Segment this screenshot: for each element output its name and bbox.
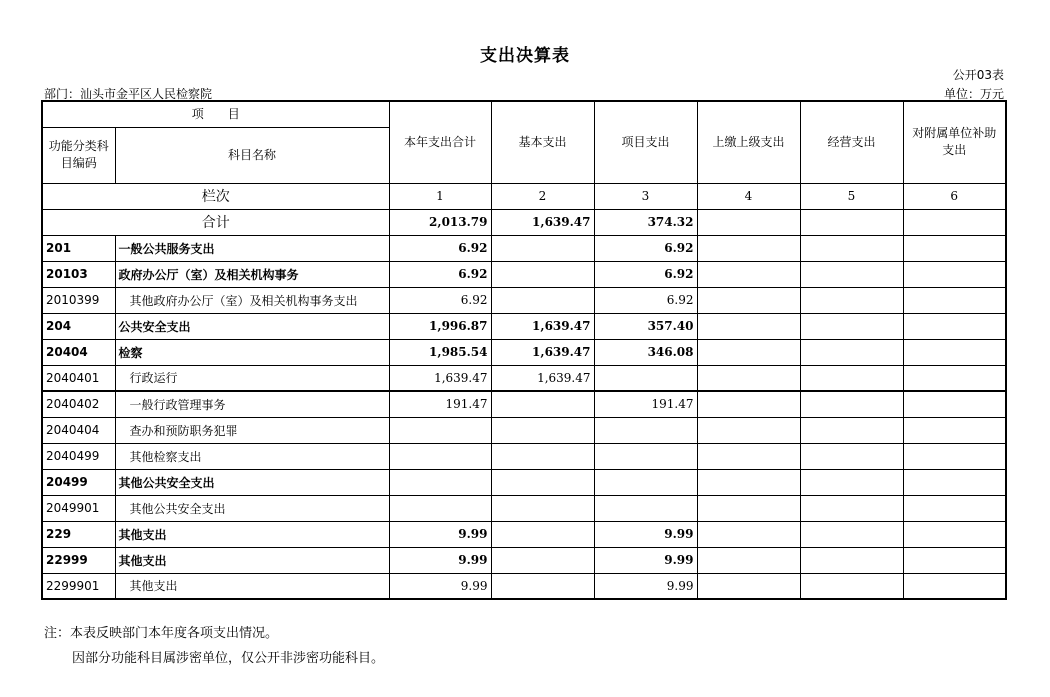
row-label: 栏次 [42, 183, 389, 209]
row-subject-name: 公共安全支出 [115, 313, 389, 339]
row-business [800, 521, 903, 547]
col-upper-header: 上缴上级支出 [697, 101, 800, 183]
row-basic [491, 521, 594, 547]
row-business [800, 313, 903, 339]
table-row [42, 547, 1006, 573]
row-subsidy [903, 469, 1006, 495]
row-code: 2299901 [42, 573, 115, 599]
row-basic [491, 495, 594, 521]
form-code: 公开03表 [952, 68, 1004, 82]
col-project-header: 项目支出 [594, 101, 697, 183]
row-business [800, 391, 903, 417]
row-total: 1,639.47 [389, 365, 491, 391]
row-subject-name: 其他政府办公厅（室）及相关机构事务支出 [115, 287, 389, 313]
row-total [389, 495, 491, 521]
row-code: 201 [42, 235, 115, 261]
table-row [42, 573, 1006, 599]
row-project: 9.99 [594, 573, 697, 599]
empty-cell [800, 209, 903, 235]
row-code: 2049901 [42, 495, 115, 521]
row-subject-name: 其他支出 [115, 573, 389, 599]
row-business [800, 547, 903, 573]
department-label: 部门：汕头市金平区人民检察院 [44, 87, 213, 101]
row-total: 9.99 [389, 547, 491, 573]
empty-cell [903, 209, 1006, 235]
row-upper [697, 495, 800, 521]
row-business [800, 287, 903, 313]
row-business [800, 339, 903, 365]
column-number-row [42, 183, 1006, 209]
row-subject-name: 查办和预防职务犯罪 [115, 417, 389, 443]
table-row [42, 391, 1006, 417]
row-business [800, 573, 903, 599]
row-business [800, 365, 903, 391]
table-row [42, 443, 1006, 469]
row-total [389, 417, 491, 443]
row-upper [697, 365, 800, 391]
row-business [800, 235, 903, 261]
row-basic: 1,639.47 [491, 365, 594, 391]
table-row [42, 313, 1006, 339]
col-total-header: 本年支出合计 [389, 101, 491, 183]
row-subject-name: 政府办公厅（室）及相关机构事务 [115, 261, 389, 287]
row-basic [491, 443, 594, 469]
row-basic [491, 469, 594, 495]
row-subsidy [903, 521, 1006, 547]
row-project: 9.99 [594, 547, 697, 573]
row-upper [697, 469, 800, 495]
row-project [594, 365, 697, 391]
row-subsidy [903, 547, 1006, 573]
row-project: 9.99 [594, 521, 697, 547]
row-upper [697, 547, 800, 573]
row-business [800, 495, 903, 521]
total-basic: 1,639.47 [491, 209, 594, 235]
row-project: 6.92 [594, 261, 697, 287]
row-upper [697, 521, 800, 547]
table-row [42, 261, 1006, 287]
col-number: 4 [697, 183, 800, 209]
row-business [800, 417, 903, 443]
row-total [389, 443, 491, 469]
row-subject-name: 其他支出 [115, 547, 389, 573]
row-project [594, 443, 697, 469]
row-total: 6.92 [389, 235, 491, 261]
col-number: 2 [491, 183, 594, 209]
col-number: 5 [800, 183, 903, 209]
row-basic [491, 547, 594, 573]
row-subject-name: 其他公共安全支出 [115, 495, 389, 521]
expenditure-table [41, 100, 1007, 600]
row-project [594, 495, 697, 521]
row-subsidy [903, 313, 1006, 339]
row-subsidy [903, 261, 1006, 287]
row-total: 9.99 [389, 521, 491, 547]
row-basic [491, 417, 594, 443]
row-total [389, 469, 491, 495]
row-subsidy [903, 417, 1006, 443]
col-number: 6 [903, 183, 1006, 209]
row-code: 22999 [42, 547, 115, 573]
row-basic [491, 391, 594, 417]
row-code: 2040499 [42, 443, 115, 469]
row-code: 20499 [42, 469, 115, 495]
func-code-header: 功能分类科目编码 [42, 127, 115, 183]
row-project: 6.92 [594, 235, 697, 261]
row-upper [697, 573, 800, 599]
row-upper [697, 417, 800, 443]
row-code: 20103 [42, 261, 115, 287]
item-header: 项 目 [42, 101, 389, 127]
row-subject-name: 其他检察支出 [115, 443, 389, 469]
table-row [42, 287, 1006, 313]
row-total: 1,996.87 [389, 313, 491, 339]
row-basic [491, 235, 594, 261]
total-project: 374.32 [594, 209, 697, 235]
row-upper [697, 391, 800, 417]
row-subject-name: 一般公共服务支出 [115, 235, 389, 261]
row-subsidy [903, 391, 1006, 417]
subject-name-header: 科目名称 [115, 127, 389, 183]
row-code: 2010399 [42, 287, 115, 313]
row-subject-name: 检察 [115, 339, 389, 365]
row-subsidy [903, 287, 1006, 313]
row-business [800, 469, 903, 495]
table-row [42, 235, 1006, 261]
row-project: 191.47 [594, 391, 697, 417]
row-project [594, 469, 697, 495]
col-business-header: 经营支出 [800, 101, 903, 183]
row-subsidy [903, 339, 1006, 365]
empty-cell [697, 209, 800, 235]
row-business [800, 443, 903, 469]
row-total: 1,985.54 [389, 339, 491, 365]
col-number: 3 [594, 183, 697, 209]
row-project [594, 417, 697, 443]
row-total: 9.99 [389, 573, 491, 599]
row-basic: 1,639.47 [491, 313, 594, 339]
table-row [42, 469, 1006, 495]
row-code: 2040401 [42, 365, 115, 391]
note-line-2: 因部分功能科目属涉密单位，仅公开非涉密功能科目。 [72, 651, 385, 666]
unit-label: 单位：万元 [943, 87, 1004, 101]
row-basic [491, 573, 594, 599]
row-subsidy [903, 495, 1006, 521]
row-upper [697, 287, 800, 313]
row-total: 6.92 [389, 261, 491, 287]
row-code: 2040402 [42, 391, 115, 417]
row-basic [491, 261, 594, 287]
table-row [42, 417, 1006, 443]
row-project: 346.08 [594, 339, 697, 365]
row-project: 6.92 [594, 287, 697, 313]
col-subsidy-header: 对附属单位补助支出 [903, 101, 1006, 183]
row-basic: 1,639.47 [491, 339, 594, 365]
row-project: 357.40 [594, 313, 697, 339]
page-title: 支出决算表 [480, 46, 570, 66]
table-row [42, 365, 1006, 391]
row-code: 204 [42, 313, 115, 339]
row-subject-name: 其他支出 [115, 521, 389, 547]
col-basic-header: 基本支出 [491, 101, 594, 183]
row-code: 229 [42, 521, 115, 547]
row-upper [697, 443, 800, 469]
col-number: 1 [389, 183, 491, 209]
row-upper [697, 339, 800, 365]
table-row [42, 495, 1006, 521]
row-total: 6.92 [389, 287, 491, 313]
row-subject-name: 行政运行 [115, 365, 389, 391]
row-basic [491, 287, 594, 313]
row-business [800, 261, 903, 287]
table-row [42, 339, 1006, 365]
row-total: 191.47 [389, 391, 491, 417]
note-line-1: 注：本表反映部门本年度各项支出情况。 [44, 626, 279, 641]
row-upper [697, 235, 800, 261]
row-subsidy [903, 573, 1006, 599]
row-subsidy [903, 365, 1006, 391]
total-row [42, 209, 1006, 235]
row-upper [697, 261, 800, 287]
row-subject-name: 一般行政管理事务 [115, 391, 389, 417]
row-code: 2040404 [42, 417, 115, 443]
table-row [42, 521, 1006, 547]
total-amount: 2,013.79 [389, 209, 491, 235]
row-subsidy [903, 443, 1006, 469]
row-subject-name: 其他公共安全支出 [115, 469, 389, 495]
row-code: 20404 [42, 339, 115, 365]
total-label: 合计 [42, 209, 389, 235]
row-subsidy [903, 235, 1006, 261]
row-upper [697, 313, 800, 339]
